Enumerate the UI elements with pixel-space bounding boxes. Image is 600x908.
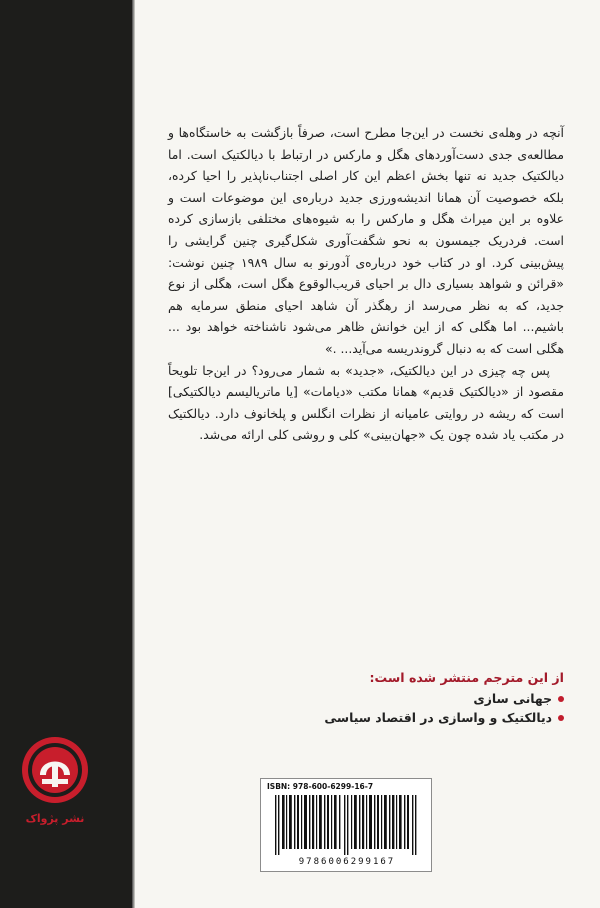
publication-title: دیالکتیک و واسازی در اقتصاد سیاسی (324, 710, 552, 725)
publications-heading: از این مترجم منتشر شده است: (369, 670, 564, 685)
spine-edge (132, 0, 135, 908)
translator-publications (280, 670, 564, 729)
barcode-digits: 9786006299167 (298, 857, 396, 867)
isbn-label: ISBN: 978-600-6299-16-7 (267, 782, 374, 791)
publication-item (280, 691, 564, 706)
paragraph-2: پس چه چیزی در این دیالکتیک، «جدید» به شمار می‌رود؟ در این‌جا تلویحاً مقصود از «دیالکتیک قدیم» همانا مکتب «دیامات» [یا ماتریالیسم دیالکتیکی] است که ریشه در روایتی عامیانه از نظرات انگلس و پلخانوف دارد. دیالکتیک در مکتب یاد شده چون یک «جهان‌بینی» کلی و روشی کلی ارائه می‌شد. (168, 362, 564, 443)
publisher-name: نشر پژواک (25, 812, 85, 825)
paragraph-1: آنچه در وهله‌ی نخست در این‌جا مطرح است، صرفاً بازگشت به خاستگاه‌ها و مطالعه‌ی جدی دست‌آوردهای هگل و مارکس در ارتباط با دیالکتیک است. اما دیالکتیک جدید نه تنها بخش اعظم این کار اصلی اجتناب‌ناپذیر را احیا کرده، بلکه خصوصیت آن همانا اندیشه‌ورزی جدید درباره‌ی این موضوعات است و علاوه بر این میراث هگل و مارکس را به شیوه‌های مختلفی بازسازی کرده است. فردریک جیمسون به نحو شگفت‌آوری شکل‌گیری چنین گرایشی را پیش‌بینی کرد. او در کتاب خود درباره‌ی آدورنو به سال ۱۹۸۹ چنین نوشت: «قرائن و شواهد بسیاری دال بر احیای قریب‌الوقوع هگل است، هگلی از نوع جدید، که به نظر می‌رسد از رهگذر آن شاهد احیای منطق سرمایه هم باشیم... اما هگلی که از این خوانش ظاهر می‌شود ناشناخته خواهد بود ... هگلی است که به دنبال گروندریسه می‌آید... .» (168, 125, 564, 356)
publisher-logo-icon (20, 735, 90, 805)
publication-title: جهانی سازی (473, 691, 552, 706)
barcode-icon (269, 795, 425, 855)
publications-list (280, 691, 564, 725)
bullet-icon (558, 715, 564, 721)
publication-item (280, 710, 564, 725)
bullet-icon (558, 696, 564, 702)
back-cover-text (168, 122, 564, 446)
isbn-barcode (260, 778, 432, 872)
